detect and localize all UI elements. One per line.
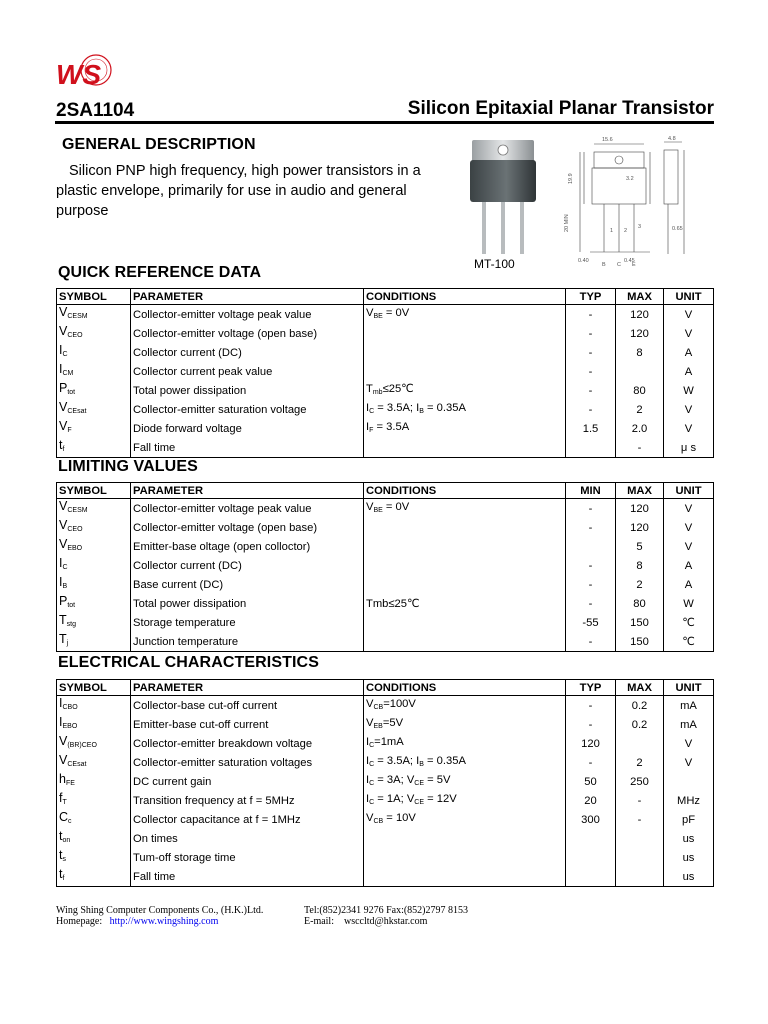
conditions-cell: $V_{CB}=100V$: [364, 696, 566, 716]
conditions-cell: [364, 848, 566, 867]
parameter-cell: Junction temperature: [131, 632, 364, 652]
symbol-cell: $t_f$: [57, 867, 131, 887]
table-row: [57, 518, 714, 537]
table-row: [57, 734, 714, 753]
conditions-cell: $I_C = 3.5A$; $I_B = 0.35A$: [364, 753, 566, 772]
general-description-heading: GENERAL DESCRIPTION: [62, 136, 256, 153]
symbol-cell: $T_j$: [57, 632, 131, 652]
table-row: [57, 829, 714, 848]
table-row: [57, 848, 714, 867]
conditions-cell: $I_C = 3.5A$; $I_B = 0.35A$: [364, 400, 566, 419]
table-row: [57, 419, 714, 438]
value-cell: [566, 848, 616, 867]
part-number: 2SA1104: [56, 100, 135, 121]
homepage-link[interactable]: http://www.wingshing.com: [109, 916, 219, 927]
value-cell: -: [566, 305, 616, 325]
value-cell: -: [566, 594, 616, 613]
symbol-cell: $I_C$: [57, 343, 131, 362]
table-row: [57, 867, 714, 887]
value-cell: -: [566, 696, 616, 716]
symbol-cell: $V_{CEO}$: [57, 324, 131, 343]
document-title: Silicon Epitaxial Planar Transistor: [407, 98, 714, 119]
unit-cell: A: [664, 362, 714, 381]
table-row: [57, 499, 714, 519]
parameter-cell: Collector-emitter saturation voltage: [131, 400, 364, 419]
value-cell: -: [566, 753, 616, 772]
svg-text:4.8: 4.8: [668, 136, 676, 142]
symbol-cell: $I_{CBO}$: [57, 696, 131, 716]
value-cell: [566, 438, 616, 458]
footer-tel-fax: Tel:(852)2341 9276 Fax:(852)2797 8153: [304, 905, 469, 916]
parameter-cell: Diode forward voltage: [131, 419, 364, 438]
table-row: [57, 753, 714, 772]
parameter-cell: Collector-emitter saturation voltages: [131, 753, 364, 772]
conditions-cell: $T_{mb}\le 25℃$: [364, 381, 566, 400]
unit-cell: us: [664, 829, 714, 848]
parameter-cell: Collector current peak value: [131, 362, 364, 381]
value-cell: 120: [566, 734, 616, 753]
parameter-cell: Collector capacitance at f = 1MHz: [131, 810, 364, 829]
logo-text: WS: [56, 59, 102, 90]
symbol-cell: $I_{CM}$: [57, 362, 131, 381]
table-row: [57, 537, 714, 556]
svg-text:B: B: [602, 262, 606, 268]
unit-cell: MHz: [664, 791, 714, 810]
value-cell: -: [566, 400, 616, 419]
column-header: MAX: [616, 289, 664, 305]
symbol-cell: $P_{tot}$: [57, 594, 131, 613]
svg-text:20 MIN: 20 MIN: [564, 214, 570, 232]
conditions-cell: $V_{BE} = 0V$: [364, 499, 566, 519]
symbol-cell: $h_{FE}$: [57, 772, 131, 791]
parameter-cell: Collector current (DC): [131, 556, 364, 575]
max-cell: [616, 829, 664, 848]
table-row: [57, 594, 714, 613]
max-cell: 120: [616, 324, 664, 343]
table-row: [57, 715, 714, 734]
parameter-cell: Storage temperature: [131, 613, 364, 632]
value-cell: -55: [566, 613, 616, 632]
max-cell: 120: [616, 499, 664, 519]
max-cell: 2.0: [616, 419, 664, 438]
svg-text:0.40: 0.40: [578, 258, 589, 264]
table-row: [57, 362, 714, 381]
column-header: UNIT: [664, 483, 714, 499]
value-cell: -: [566, 362, 616, 381]
max-cell: 2: [616, 575, 664, 594]
table-row: [57, 381, 714, 400]
footer-homepage: Homepage: http://www.wingshing.com: [56, 916, 219, 927]
symbol-cell: $V_{(BR)CEO}$: [57, 734, 131, 753]
unit-cell: ℃: [664, 613, 714, 632]
value-cell: -: [566, 575, 616, 594]
conditions-cell: $I_F = 3.5A$: [364, 419, 566, 438]
column-header: SYMBOL: [57, 483, 131, 499]
conditions-cell: [364, 343, 566, 362]
max-cell: 2: [616, 400, 664, 419]
column-header: SYMBOL: [57, 289, 131, 305]
conditions-cell: [364, 362, 566, 381]
parameter-cell: Base current (DC): [131, 575, 364, 594]
svg-text:19.9: 19.9: [568, 173, 574, 184]
parameter-cell: On times: [131, 829, 364, 848]
value-cell: 20: [566, 791, 616, 810]
value-cell: [566, 867, 616, 887]
unit-cell: us: [664, 867, 714, 887]
unit-cell: us: [664, 848, 714, 867]
column-header: MAX: [616, 680, 664, 696]
conditions-cell: [364, 575, 566, 594]
table-header-row: [57, 680, 714, 696]
column-header: PARAMETER: [131, 289, 364, 305]
limiting-values-table: [56, 482, 714, 652]
parameter-cell: Total power dissipation: [131, 594, 364, 613]
symbol-cell: $V_{CESM}$: [57, 305, 131, 325]
quick-reference-table: [56, 288, 714, 458]
table-row: [57, 400, 714, 419]
symbol-cell: $V_{CEsat}$: [57, 753, 131, 772]
footer-company: Wing Shing Computer Components Co., (H.K.)Ltd.: [56, 905, 264, 916]
unit-cell: V: [664, 400, 714, 419]
conditions-cell: [364, 867, 566, 887]
table-row: [57, 438, 714, 458]
max-cell: 150: [616, 632, 664, 652]
value-cell: -: [566, 632, 616, 652]
svg-text:C: C: [617, 262, 621, 268]
value-cell: -: [566, 518, 616, 537]
unit-cell: V: [664, 734, 714, 753]
svg-text:3: 3: [638, 224, 642, 230]
symbol-cell: $V_{CEsat}$: [57, 400, 131, 419]
conditions-cell: [364, 829, 566, 848]
max-cell: [616, 867, 664, 887]
title-rule: [55, 121, 714, 124]
symbol-cell: $f_T$: [57, 791, 131, 810]
column-header: TYP: [566, 680, 616, 696]
parameter-cell: Transition frequency at f = 5MHz: [131, 791, 364, 810]
column-header: CONDITIONS: [364, 680, 566, 696]
unit-cell: W: [664, 381, 714, 400]
max-cell: [616, 848, 664, 867]
table-row: [57, 696, 714, 716]
table-header-row: [57, 483, 714, 499]
conditions-cell: [364, 518, 566, 537]
unit-cell: V: [664, 305, 714, 325]
max-cell: 80: [616, 381, 664, 400]
conditions-cell: [364, 324, 566, 343]
table-row: [57, 791, 714, 810]
symbol-cell: $C_c$: [57, 810, 131, 829]
table-row: [57, 810, 714, 829]
max-cell: 150: [616, 613, 664, 632]
table-row: [57, 305, 714, 325]
unit-cell: V: [664, 324, 714, 343]
column-header: UNIT: [664, 289, 714, 305]
parameter-cell: Collector-emitter voltage peak value: [131, 499, 364, 519]
value-cell: 300: [566, 810, 616, 829]
column-header: PARAMETER: [131, 680, 364, 696]
parameter-cell: Tum-off storage time: [131, 848, 364, 867]
parameter-cell: Total power dissipation: [131, 381, 364, 400]
symbol-cell: $V_{EBO}$: [57, 537, 131, 556]
conditions-cell: $V_{CB} = 10V$: [364, 810, 566, 829]
unit-cell: W: [664, 594, 714, 613]
conditions-cell: Tmb≤25℃: [364, 594, 566, 613]
parameter-cell: Collector current (DC): [131, 343, 364, 362]
table-row: [57, 613, 714, 632]
svg-text:15.6: 15.6: [602, 137, 613, 143]
parameter-cell: DC current gain: [131, 772, 364, 791]
conditions-cell: $I_C = 3A$; $V_{CE} = 5V$: [364, 772, 566, 791]
conditions-cell: [364, 632, 566, 652]
column-header: UNIT: [664, 680, 714, 696]
table-row: [57, 343, 714, 362]
unit-cell: A: [664, 556, 714, 575]
value-cell: -: [566, 343, 616, 362]
value-cell: [566, 537, 616, 556]
max-cell: -: [616, 791, 664, 810]
limiting-values-heading: LIMITING VALUES: [58, 458, 198, 475]
general-description-text: Silicon PNP high frequency, high power transistors in a plastic envelope, primarily for use in audio and general purpose: [56, 163, 421, 219]
symbol-cell: $P_{tot}$: [57, 381, 131, 400]
unit-cell: A: [664, 343, 714, 362]
symbol-cell: $V_{CESM}$: [57, 499, 131, 519]
package-label: MT-100: [474, 257, 515, 271]
column-header: SYMBOL: [57, 680, 131, 696]
max-cell: 0.2: [616, 696, 664, 716]
electrical-characteristics-table: [56, 679, 714, 887]
symbol-cell: $I_C$: [57, 556, 131, 575]
parameter-cell: Collector-base cut-off current: [131, 696, 364, 716]
parameter-cell: Fall time: [131, 438, 364, 458]
unit-cell: [664, 772, 714, 791]
parameter-cell: Collector-emitter breakdown voltage: [131, 734, 364, 753]
value-cell: 50: [566, 772, 616, 791]
table-row: [57, 556, 714, 575]
conditions-cell: $I_C=1mA$: [364, 734, 566, 753]
max-cell: [616, 362, 664, 381]
symbol-cell: $T_{stg}$: [57, 613, 131, 632]
max-cell: 5: [616, 537, 664, 556]
svg-text:2: 2: [624, 228, 628, 234]
email-address[interactable]: wsccltd@hkstar.com: [344, 916, 428, 927]
footer-right: [304, 905, 468, 927]
max-cell: [616, 734, 664, 753]
package-dimension-drawing: [564, 132, 716, 270]
max-cell: 80: [616, 594, 664, 613]
unit-cell: mA: [664, 696, 714, 716]
svg-text:0.65: 0.65: [672, 226, 683, 232]
value-cell: -: [566, 715, 616, 734]
symbol-cell: $t_{on}$: [57, 829, 131, 848]
company-logo: [54, 50, 118, 98]
quick-reference-heading: QUICK REFERENCE DATA: [58, 264, 262, 281]
value-cell: -: [566, 556, 616, 575]
parameter-cell: Collector-emitter voltage (open base): [131, 518, 364, 537]
value-cell: -: [566, 499, 616, 519]
conditions-cell: [364, 537, 566, 556]
max-cell: 120: [616, 305, 664, 325]
column-header: MIN: [566, 483, 616, 499]
max-cell: 8: [616, 556, 664, 575]
unit-cell: V: [664, 499, 714, 519]
unit-cell: V: [664, 518, 714, 537]
max-cell: 8: [616, 343, 664, 362]
value-cell: [566, 829, 616, 848]
table-row: [57, 632, 714, 652]
max-cell: -: [616, 438, 664, 458]
package-photo: [466, 136, 540, 258]
column-header: PARAMETER: [131, 483, 364, 499]
unit-cell: A: [664, 575, 714, 594]
unit-cell: mA: [664, 715, 714, 734]
max-cell: 120: [616, 518, 664, 537]
footer-left: [56, 905, 263, 927]
max-cell: -: [616, 810, 664, 829]
column-header: TYP: [566, 289, 616, 305]
parameter-cell: Collector-emitter voltage (open base): [131, 324, 364, 343]
unit-cell: V: [664, 537, 714, 556]
parameter-cell: Fall time: [131, 867, 364, 887]
conditions-cell: $V_{BE} = 0V$: [364, 305, 566, 325]
footer-email: E-mail: wsccltd@hkstar.com: [304, 916, 428, 927]
parameter-cell: Collector-emitter voltage peak value: [131, 305, 364, 325]
svg-text:0.45: 0.45: [624, 258, 635, 264]
max-cell: 250: [616, 772, 664, 791]
unit-cell: μ s: [664, 438, 714, 458]
max-cell: 2: [616, 753, 664, 772]
conditions-cell: $I_C = 1A$; $V_{CE} = 12V$: [364, 791, 566, 810]
value-cell: -: [566, 324, 616, 343]
table-header-row: [57, 289, 714, 305]
table-row: [57, 772, 714, 791]
symbol-cell: $V_{CEO}$: [57, 518, 131, 537]
column-header: MAX: [616, 483, 664, 499]
svg-text:E: E: [632, 262, 636, 268]
column-header: CONDITIONS: [364, 483, 566, 499]
conditions-cell: [364, 613, 566, 632]
value-cell: 1.5: [566, 419, 616, 438]
table-row: [57, 324, 714, 343]
electrical-characteristics-heading: ELECTRICAL CHARACTERISTICS: [58, 654, 319, 671]
conditions-cell: $V_{EB}=5V$: [364, 715, 566, 734]
unit-cell: V: [664, 753, 714, 772]
conditions-cell: [364, 556, 566, 575]
parameter-cell: Emitter-base oltage (open colloctor): [131, 537, 364, 556]
symbol-cell: $V_F$: [57, 419, 131, 438]
value-cell: -: [566, 381, 616, 400]
svg-text:1: 1: [610, 228, 614, 234]
conditions-cell: [364, 438, 566, 458]
symbol-cell: $t_s$: [57, 848, 131, 867]
symbol-cell: $I_B$: [57, 575, 131, 594]
column-header: CONDITIONS: [364, 289, 566, 305]
table-row: [57, 575, 714, 594]
max-cell: 0.2: [616, 715, 664, 734]
symbol-cell: $t_f$: [57, 438, 131, 458]
unit-cell: V: [664, 419, 714, 438]
parameter-cell: Emitter-base cut-off current: [131, 715, 364, 734]
unit-cell: ℃: [664, 632, 714, 652]
symbol-cell: $I_{EBO}$: [57, 715, 131, 734]
unit-cell: pF: [664, 810, 714, 829]
svg-text:3.2: 3.2: [626, 176, 634, 182]
